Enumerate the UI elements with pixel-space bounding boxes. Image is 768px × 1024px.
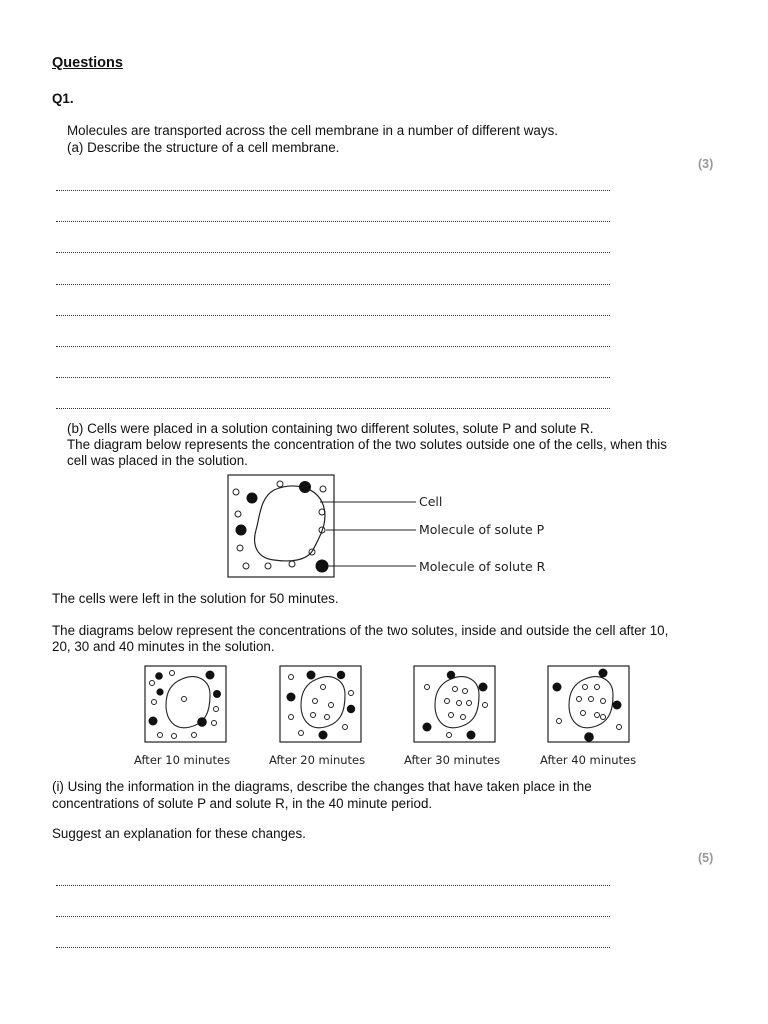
solute-r-molecule	[316, 560, 329, 573]
solute-p-molecule	[319, 509, 325, 515]
part-i-text: concentrations of solute P and solute R, in the 40 minute period.	[52, 796, 433, 811]
part-b-text: The diagram below represents the concentration of the two solutes outside one of the cells, when this	[67, 437, 667, 452]
answer-line[interactable]	[56, 315, 610, 316]
solute-p-molecule	[320, 486, 326, 492]
diagram-20-minutes	[279, 665, 363, 743]
left-in-solution-text: The cells were left in the solution for 50 minutes.	[52, 591, 339, 606]
answer-line[interactable]	[56, 377, 610, 378]
marks-part-a: (3)	[698, 157, 714, 171]
suggest-text: Suggest an explanation for these changes.	[52, 826, 306, 841]
solute-p-molecule	[237, 545, 243, 551]
label-solute-r: Molecule of solute R	[419, 559, 546, 574]
label-cell: Cell	[419, 494, 443, 509]
answer-line[interactable]	[56, 885, 610, 886]
intro-text: Molecules are transported across the cell membrane in a number of different ways.	[67, 123, 558, 138]
caption-30-minutes: After 30 minutes	[404, 753, 501, 767]
answer-line[interactable]	[56, 916, 610, 917]
marks-part-i: (5)	[698, 851, 714, 865]
diagram-40-minutes	[547, 665, 631, 743]
solute-p-molecule	[289, 561, 295, 567]
solute-p-molecule	[265, 563, 271, 569]
solute-r-molecule	[299, 481, 311, 493]
part-b-text: cell was placed in the solution.	[67, 453, 248, 468]
answer-line[interactable]	[56, 408, 610, 409]
answer-line[interactable]	[56, 190, 610, 191]
solute-r-molecule	[236, 525, 247, 536]
question-number: Q1.	[52, 91, 74, 106]
part-i-text: (i) Using the information in the diagrams, describe the changes that have taken place in the	[52, 779, 592, 794]
answer-line[interactable]	[56, 346, 610, 347]
diagrams-text: The diagrams below represent the concentrations of the two solutes, inside and outside the cell after 10,	[52, 623, 669, 638]
cell-diagram	[222, 472, 552, 582]
diagram-10-minutes	[144, 665, 228, 743]
answer-line[interactable]	[56, 284, 610, 285]
diagram-30-minutes	[413, 665, 497, 743]
answer-line[interactable]	[56, 221, 610, 222]
solute-p-molecule	[277, 481, 283, 487]
solute-p-molecule	[243, 563, 249, 569]
part-a-text: (a) Describe the structure of a cell membrane.	[67, 140, 340, 155]
solute-r-molecule	[247, 493, 258, 504]
diagrams-text: 20, 30 and 40 minutes in the solution.	[52, 639, 275, 654]
caption-10-minutes: After 10 minutes	[134, 753, 231, 767]
answer-line[interactable]	[56, 947, 610, 948]
solute-p-molecule	[233, 489, 239, 495]
page-heading: Questions	[52, 55, 123, 71]
caption-20-minutes: After 20 minutes	[269, 753, 366, 767]
label-solute-p: Molecule of solute P	[419, 522, 545, 537]
solute-p-molecule	[235, 511, 241, 517]
answer-line[interactable]	[56, 252, 610, 253]
part-b-text: (b) Cells were placed in a solution containing two different solutes, solute P and solute R.	[67, 421, 594, 436]
caption-40-minutes: After 40 minutes	[540, 753, 637, 767]
